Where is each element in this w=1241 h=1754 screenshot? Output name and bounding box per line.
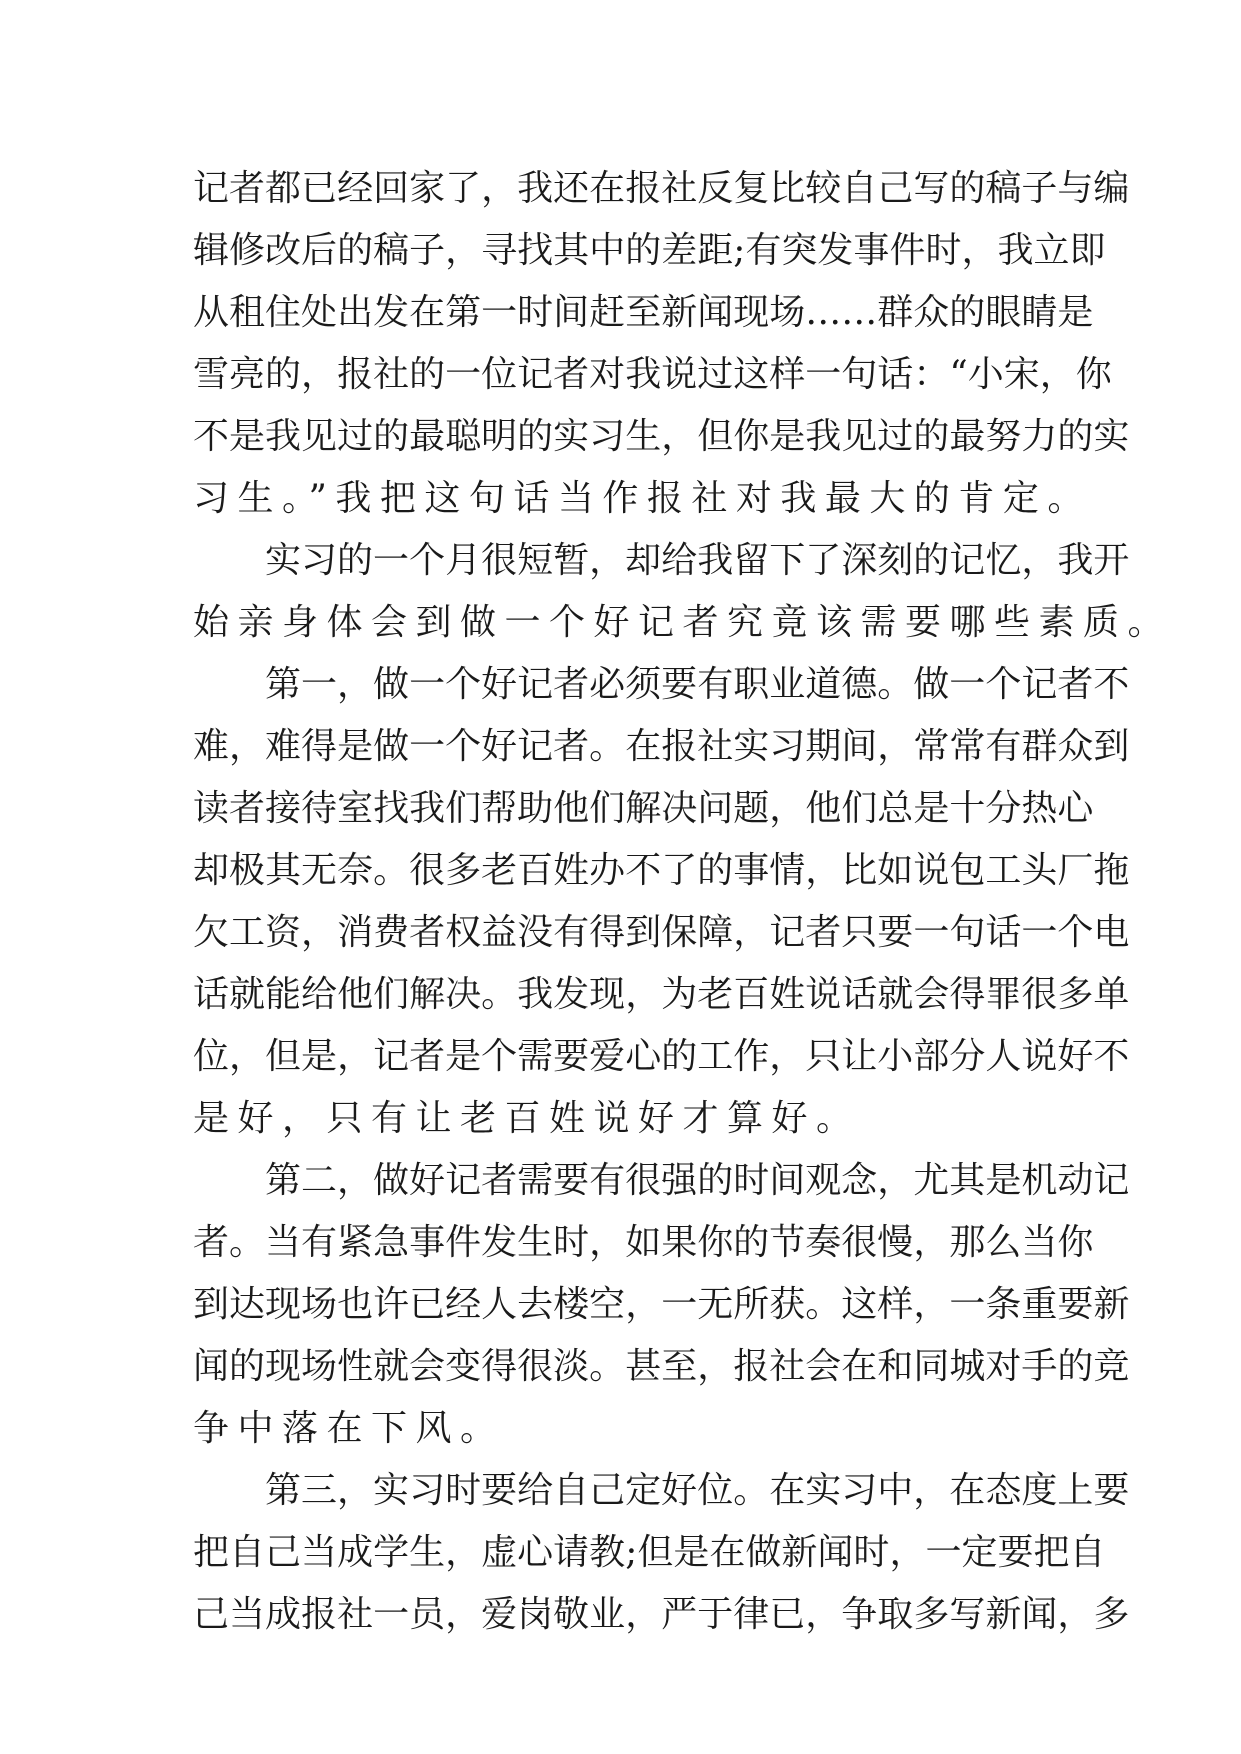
text-line: 闻 的 现 场 性 就 会 变 得 很 淡 。 甚 至 ， 报 社 会 在 和 同 城 对 手 的 竞 xyxy=(193,1346,1130,1387)
text-line: 欠 工 资 ， 消 费 者 权 益 没 有 得 到 保 障 ， 记 者 只 要 一 句 话 一 个 电 xyxy=(193,912,1130,953)
text-line: 位 ， 但 是 ， 记 者 是 个 需 要 爱 心 的 工 作 ， 只 让 小 部 分 人 说 好 不 xyxy=(193,1036,1130,1077)
text-line: 实 习 的 一 个 月 很 短 暂 ， 却 给 我 留 下 了 深 刻 的 记 忆 ， 我 开 xyxy=(265,540,1130,581)
text-line: 却 极 其 无 奈 。 很 多 老 百 姓 办 不 了 的 事 情 ， 比 如 说 包 工 头 厂 拖 xyxy=(193,850,1130,891)
text-line: 雪 亮 的 ， 报 社 的 一 位 记 者 对 我 说 过 这 样 一 句 话 ： “ 小 宋 ， 你 xyxy=(193,354,1112,395)
text-line: 第 二 ， 做 好 记 者 需 要 有 很 强 的 时 间 观 念 ， 尤 其 是 机 动 记 xyxy=(265,1160,1130,1201)
document-body xyxy=(193,158,1173,1646)
text-line: 到 达 现 场 也 许 已 经 人 去 楼 空 ， 一 无 所 获 。 这 样 ， 一 条 重 要 新 xyxy=(193,1284,1130,1325)
text-line: 是好，只有让老百姓说好才算好。 xyxy=(193,1098,861,1139)
text-line: 把 自 己 当 成 学 生 ， 虚 心 请 教 ; 但 是 在 做 新 闻 时 ， 一 定 要 把 自 xyxy=(193,1532,1106,1573)
text-line: 始亲身体会到做一个好记者究竟该需要哪些素质。 xyxy=(193,602,1173,643)
text-line: 第 三 ， 实 习 时 要 给 自 己 定 好 位 。 在 实 习 中 ， 在 态 度 上 要 xyxy=(265,1470,1130,1511)
text-line: 争中落在下风。 xyxy=(193,1408,505,1449)
text-line: 者 。 当 有 紧 急 事 件 发 生 时 ， 如 果 你 的 节 奏 很 慢 ， 那 么 当 你 xyxy=(193,1222,1094,1263)
text-line: 难 ， 难 得 是 做 一 个 好 记 者 。 在 报 社 实 习 期 间 ， 常 常 有 群 众 到 xyxy=(193,726,1130,767)
text-line: 习生。”我把这句话当作报社对我最大的肯定。 xyxy=(193,478,1092,519)
text-line: 话 就 能 给 他 们 解 决 。 我 发 现 ， 为 老 百 姓 说 话 就 会 得 罪 很 多 单 xyxy=(193,974,1130,1015)
text-line: 不 是 我 见 过 的 最 聪 明 的 实 习 生 ， 但 你 是 我 见 过 的 最 努 力 的 实 xyxy=(193,416,1130,457)
text-line: 记 者 都 已 经 回 家 了 ， 我 还 在 报 社 反 复 比 较 自 己 写 的 稿 子 与 编 xyxy=(193,168,1130,209)
text-line: 从 租 住 处 出 发 在 第 一 时 间 赶 至 新 闻 现 场 … … 群 众 的 眼 睛 是 xyxy=(193,292,1094,333)
text-line: 第 一 ， 做 一 个 好 记 者 必 须 要 有 职 业 道 德 。 做 一 个 记 者 不 xyxy=(265,664,1130,705)
text-line: 读 者 接 待 室 找 我 们 帮 助 他 们 解 决 问 题 ， 他 们 总 是 十 分 热 心 xyxy=(193,788,1094,829)
text-line: 辑 修 改 后 的 稿 子 ， 寻 找 其 中 的 差 距 ; 有 突 发 事 件 时 ， 我 立 即 xyxy=(193,230,1106,271)
text-line: 己 当 成 报 社 一 员 ， 爱 岗 敬 业 ， 严 于 律 已 ， 争 取 多 写 新 闻 ， 多 xyxy=(193,1594,1130,1635)
